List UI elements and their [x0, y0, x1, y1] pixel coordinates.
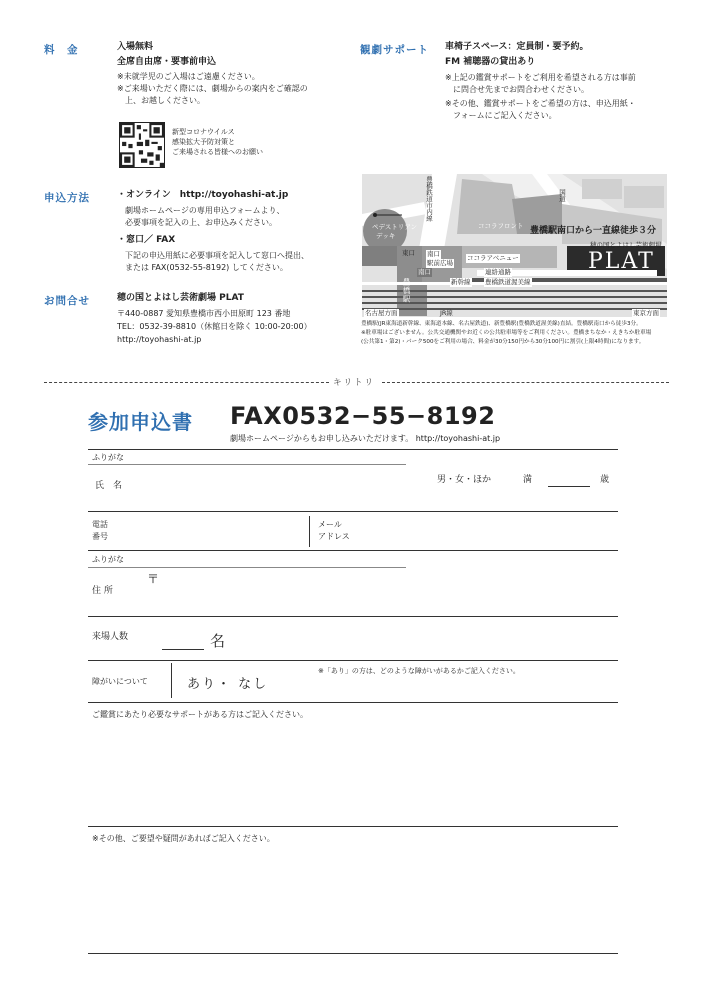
form-subtitle: 劇場ホームページからもお申し込みいただけます。 http://toyohashi-at.jp [230, 434, 501, 443]
contact-label: お問合せ [44, 295, 90, 307]
fees-line2: 全席自由席・要事前申込 [117, 57, 217, 67]
fees-note2b: 上、お越しください。 [117, 96, 205, 105]
disability-label: 障がいについて [92, 677, 148, 686]
contact-name: 穂の国とよはし芸術劇場 PLAT [117, 293, 244, 303]
age-prefix: 満 [523, 475, 533, 485]
furigana2-label: ふりがな [92, 555, 124, 564]
form-rule-bottom [88, 953, 618, 954]
contact-address: 〒440-0887 愛知県豊橋市西小田原町 123 番地 [117, 309, 291, 318]
disability-options[interactable]: あり・ なし [187, 677, 269, 692]
address-label: 住 所 [92, 586, 113, 596]
map-note2: ※駐車場はございません。公共交通機関やお近くの公共駐車場等をご利用ください。豊橋まちなか・えきちか駐車場 [361, 330, 652, 336]
name-label: 氏 名 [95, 481, 123, 491]
phone-mail-divider [309, 516, 310, 547]
map-cocolafront: ココラフロント [478, 222, 524, 230]
map-tokyo: 東京方面 [633, 309, 659, 317]
map-south-plaza2: 駅前広場 [427, 259, 453, 267]
furigana-rule [88, 464, 406, 465]
map-note1: 豊橋駅(JR東海道新幹線、東海道本線、名古屋鉄道)、新豊橋駅(豊橋鉄道渥美線)直結。豊橋駅南口から徒歩3分。 [361, 321, 642, 327]
form-title: 参加申込書 [88, 410, 193, 434]
phone-label2: 番号 [92, 532, 108, 541]
map-road-label2: 国道 [558, 189, 566, 202]
age-suffix: 歳 [600, 475, 610, 485]
map-note3: (公共第1・第2)・パーク500をご利用の場合、料金が30分150円から30分100円に割引(上限4時間)になります。 [361, 339, 645, 345]
support-request-label: ご鑑賞にあたり必要なサポートがある方はご記入ください。 [92, 710, 308, 719]
map-jr: JR線 [440, 309, 453, 317]
mail-label2: アドレス [318, 532, 350, 541]
disability-divider [171, 663, 172, 698]
cut-line-left [44, 382, 329, 383]
form-rule [88, 449, 618, 450]
map-plat-logo: PLAT [588, 249, 655, 274]
form-rule [88, 826, 618, 827]
contact-tel: TEL：0532-39-8810（休館日を除く 10:00-20:00） [117, 322, 312, 331]
qr-code [119, 122, 165, 168]
map-venue-small: 穂の国とよはし芸術劇場 [590, 241, 662, 249]
map-road-label1: 豊橋鉄道市内線 [425, 176, 433, 222]
apply-window-desc1: 下記の申込用紙に必要事項を記入して窓口へ提出、 [125, 251, 309, 260]
qr-caption2: 感染拡大予防対策と [172, 138, 235, 146]
cut-line-label: キリトリ [333, 378, 376, 388]
map-renraku: 連絡通路 [485, 268, 511, 276]
fees-line1: 入場無料 [117, 42, 154, 52]
support-note2a: ※その他、鑑賞サポートをご希望の方は、申込用紙・ [445, 99, 636, 108]
qr-caption1: 新型コロナウイルス [172, 128, 235, 136]
disability-note: ※「あり」の方は、どのような障がいがあるかご記入ください。 [318, 667, 520, 675]
fees-label: 料 金 [44, 44, 79, 56]
form-rule [88, 660, 618, 661]
map-east-exit: 東口 [402, 249, 415, 257]
apply-label: 申込方法 [44, 192, 90, 204]
form-rule [88, 616, 618, 617]
count-label: 来場人数 [92, 632, 129, 642]
apply-window: ・窓口／ FAX [117, 235, 176, 245]
support-line2: FM 補聴器の貸出あり [445, 57, 536, 67]
map-south-exit: 南口 [418, 268, 431, 276]
map-shinkansen: 新幹線 [451, 278, 471, 286]
cut-line-right [382, 382, 669, 383]
apply-window-desc2: または FAX(0532-55-8192) してください。 [125, 263, 288, 272]
support-note2b: フォームにご記入ください。 [445, 111, 557, 120]
map-cocola-ave: ココラアベニュー [467, 254, 519, 262]
form-fax: FAX0532−55−8192 [230, 402, 496, 430]
map-south-plaza1: 南口 [427, 250, 440, 258]
support-line1: 車椅子スペース：定員制・要予約。 [445, 42, 589, 52]
other-label: ※その他、ご要望や疑問があればご記入ください。 [92, 834, 275, 843]
support-note1a: ※上記の鑑賞サポートをご利用を希望される方は事前 [445, 73, 636, 82]
map-pedestrian1: ペデストリアン [372, 223, 417, 231]
mail-label1: メール [318, 520, 342, 529]
count-unit: 名 [210, 632, 226, 650]
map-toyohashi-sta: 豊橋駅 [402, 278, 411, 304]
apply-online: ・オンライン http://toyohashi-at.jp [117, 190, 289, 200]
count-field[interactable] [162, 649, 204, 650]
map-pedestrian2: デッキ [376, 232, 396, 240]
qr-caption3: ご来場される皆様へのお願い [172, 148, 263, 156]
age-field[interactable] [548, 486, 590, 487]
support-note1b: に問合せ先までお問合わせください。 [445, 85, 589, 94]
map-toyotetsu: 豊橋鉄道渥美線 [485, 278, 531, 286]
gender-options[interactable]: 男・女・ほか [437, 475, 492, 485]
contact-url: http://toyohashi-at.jp [117, 335, 202, 344]
apply-online-desc2: 必要事項を記入の上、お申込みください。 [125, 218, 277, 227]
access-map [362, 174, 667, 317]
form-rule [88, 550, 618, 551]
form-rule [88, 511, 618, 512]
phone-label1: 電話 [92, 520, 108, 529]
fees-note2a: ※ご来場いただく際には、劇場からの案内をご確認の [117, 84, 308, 93]
support-label: 観劇サポート [360, 44, 429, 56]
form-rule [88, 702, 618, 703]
postal-mark: 〒 [147, 572, 160, 586]
furigana-label: ふりがな [92, 453, 124, 462]
fees-note1: ※未就学児のご入場はご遠慮ください。 [117, 72, 260, 81]
map-nagoya: 名古屋方面 [365, 309, 398, 317]
map-headline: 豊橋駅南口から一直線徒歩３分 [530, 226, 657, 236]
furigana2-rule [88, 567, 406, 568]
apply-online-desc1: 劇場ホームページの専用申込フォームより、 [125, 206, 285, 215]
